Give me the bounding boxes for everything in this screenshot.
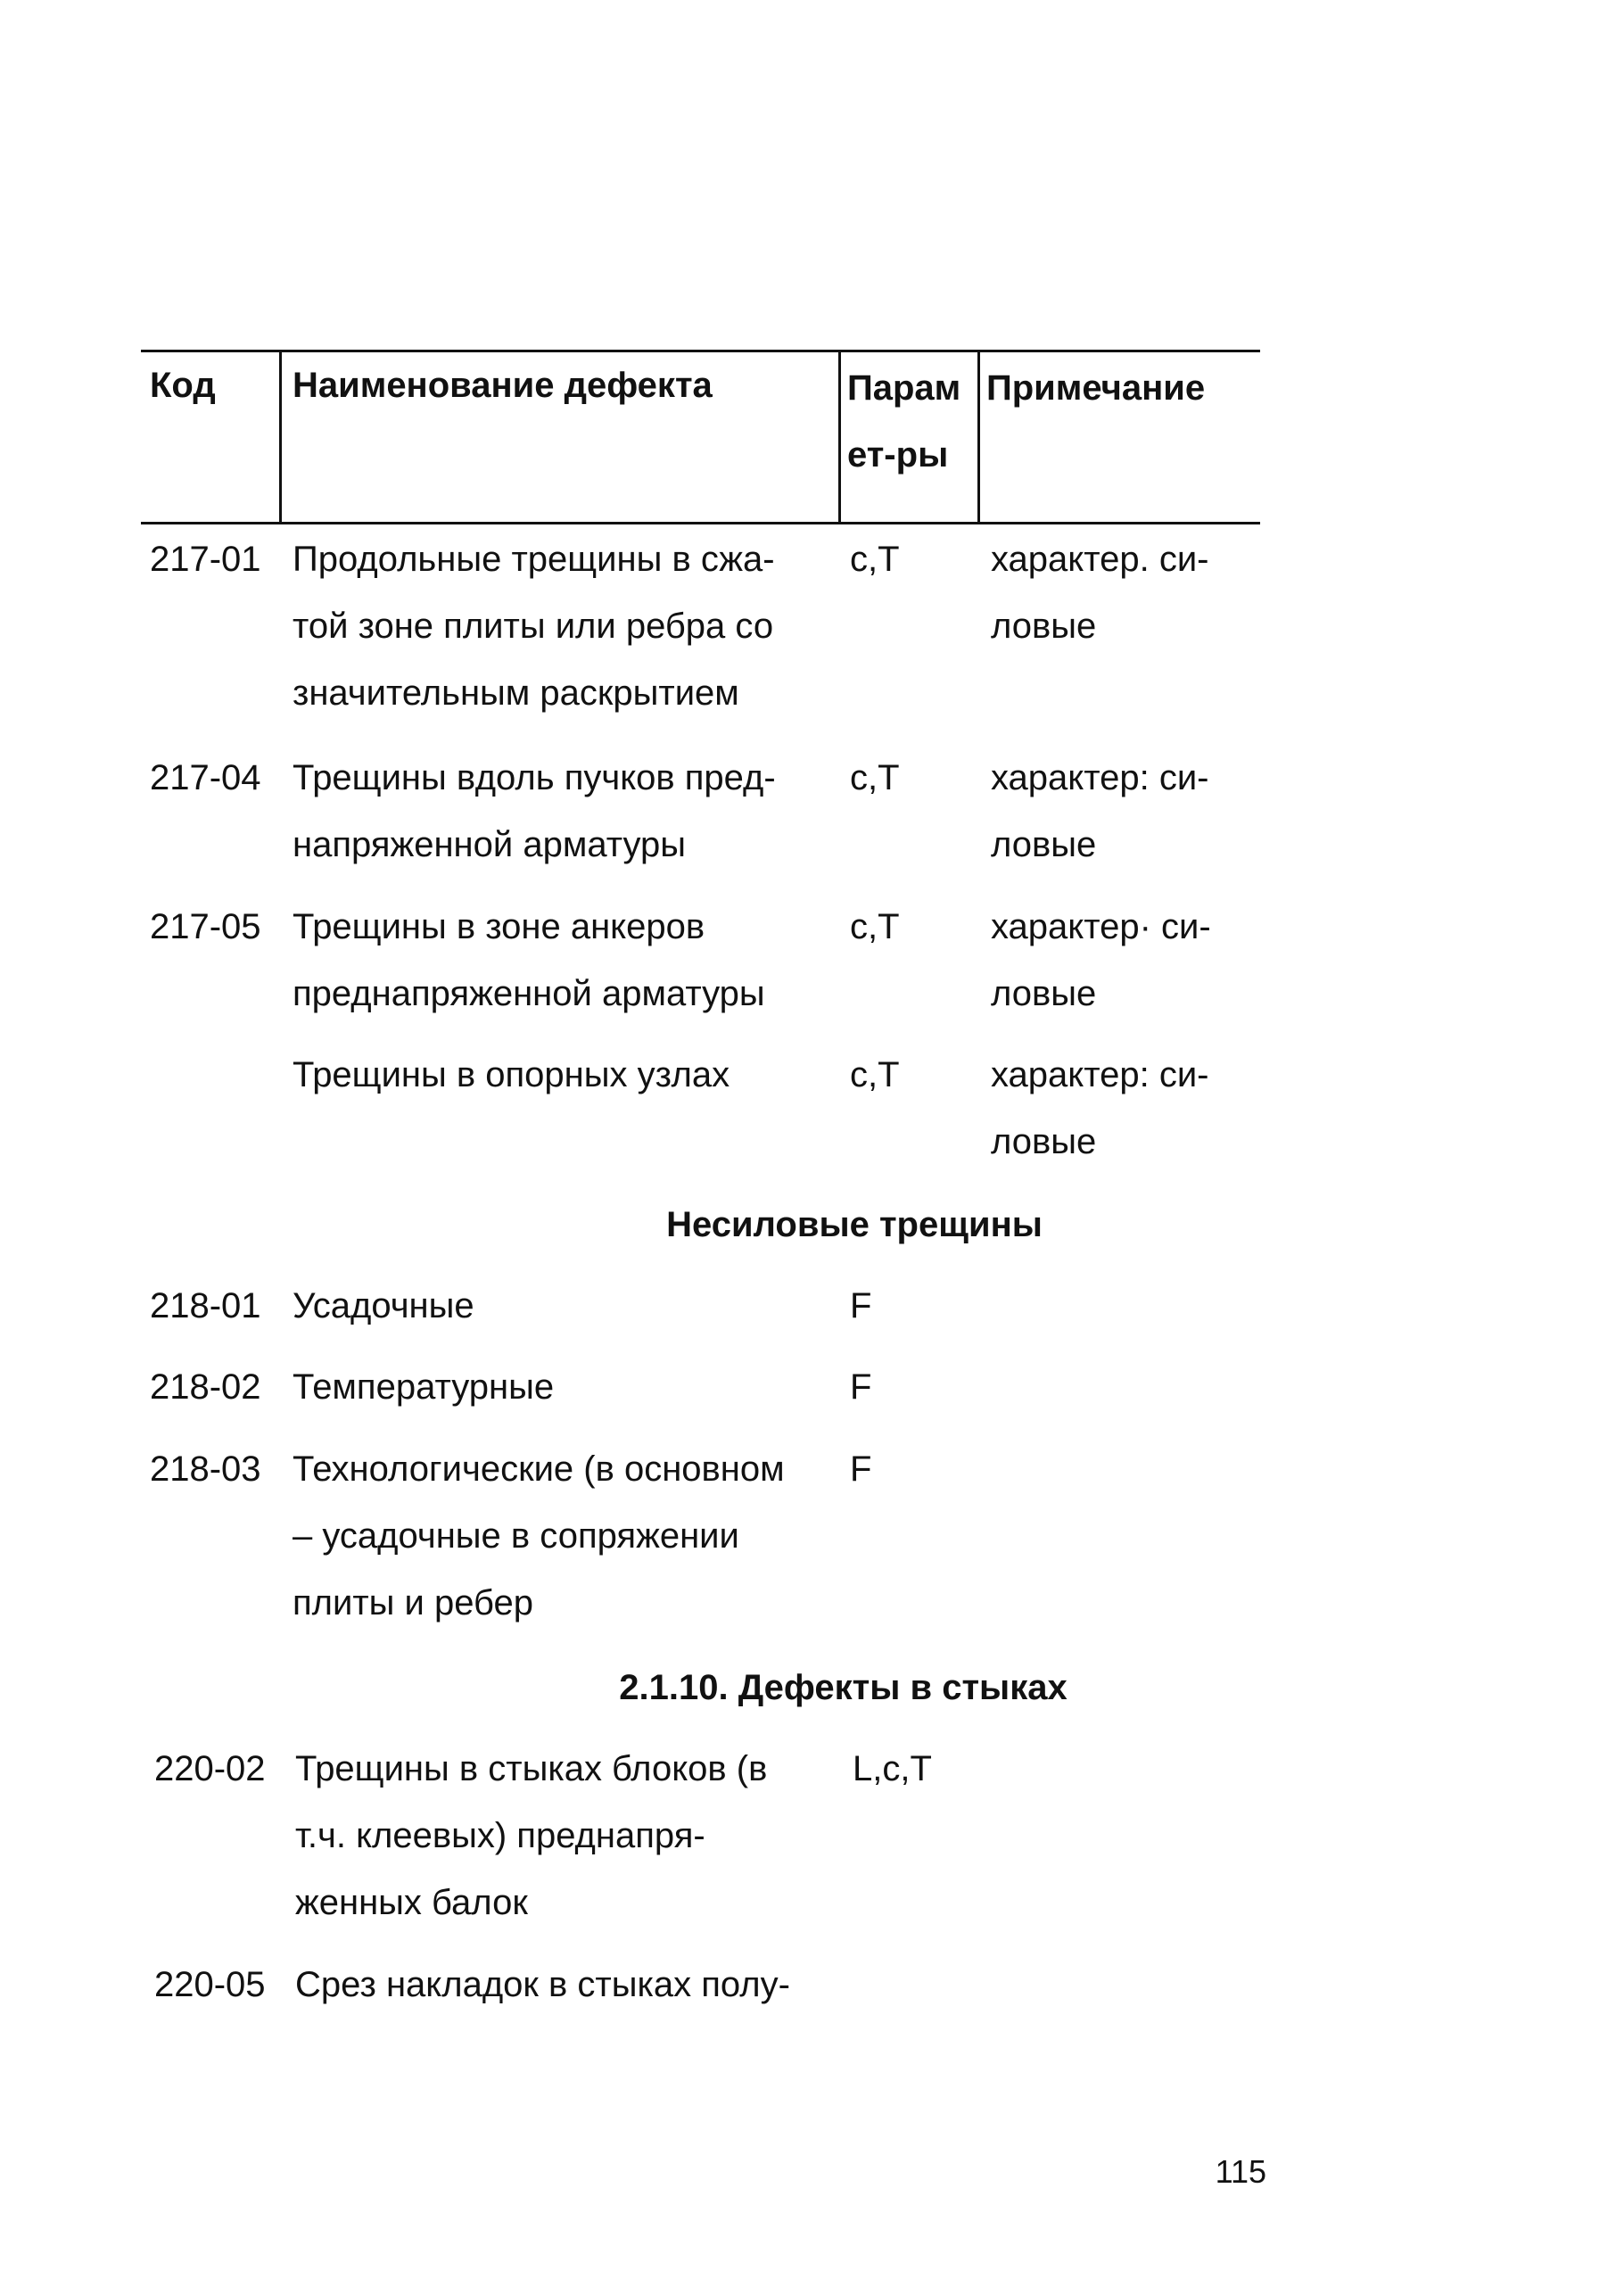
row-params: с,Т [850,758,900,797]
column-divider-2 [838,350,841,524]
row-note-line: ловые [991,1122,1097,1161]
row-name-line: той зоне плиты или ребра со [293,607,774,646]
row-name-line: т.ч. клеевых) преднапря- [295,1816,705,1855]
row-code: 217-01 [150,540,261,579]
row-code: 217-05 [150,907,261,946]
row-note-line: характер: си- [991,758,1209,797]
row-params: с,Т [850,907,900,946]
row-code: 220-02 [154,1749,266,1788]
row-code: 218-02 [150,1367,261,1407]
header-note: Примечание [986,368,1206,408]
table-header-bottom-rule [141,522,1260,524]
row-note-line: ловые [991,825,1097,864]
row-params: с,Т [850,1055,900,1094]
row-params: F [850,1367,872,1407]
row-name-line: Срез накладок в стыках полу- [295,1965,790,2004]
row-code: 220-05 [154,1965,266,2004]
header-params-line2: ет-ры [847,435,949,475]
row-name-line: – усадочные в сопряжении [293,1516,739,1556]
header-code: Код [150,366,216,405]
row-name-line: Продольные трещины в сжа- [293,540,775,579]
row-note-line: характер: си- [991,1055,1209,1094]
header-params-line1: Парам [847,368,961,408]
row-code: 218-01 [150,1286,261,1325]
section-heading: 2.1.10. Дефекты в стыках [619,1668,1068,1707]
row-note-line: характер· си- [991,907,1211,946]
row-name-line: Трещины в опорных узлах [293,1055,730,1094]
row-name-line: плиты и ребер [293,1583,533,1623]
row-name-line: значительным раскрытием [293,673,739,713]
row-name-line: преднапряженной арматуры [293,974,765,1013]
row-params: L,c,T [853,1749,932,1788]
row-name-line: напряженной арматуры [293,825,687,864]
header-name: Наименование дефекта [293,366,713,405]
row-name-line: Усадочные [293,1286,474,1325]
row-name-line: Трещины вдоль пучков пред- [293,758,776,797]
row-params: F [850,1449,872,1489]
row-name-line: Трещины в стыках блоков (в [295,1749,768,1788]
row-name-line: Технологические (в основном [293,1449,785,1489]
row-params: F [850,1286,872,1325]
page-number: 115 [1215,2153,1266,2190]
row-code: 218-03 [150,1449,261,1489]
row-name-line: Температурные [293,1367,555,1407]
row-name-line: Трещины в зоне анкеров [293,907,705,946]
row-code: 217-04 [150,758,261,797]
column-divider-3 [977,350,980,524]
column-divider-1 [279,350,282,524]
row-params: с,Т [850,540,900,579]
subheading-non-force-cracks: Несиловые трещины [666,1205,1043,1244]
row-note-line: характер. си- [991,540,1209,579]
row-note-line: ловые [991,607,1097,646]
row-name-line: женных балок [295,1883,528,1922]
row-note-line: ловые [991,974,1097,1013]
